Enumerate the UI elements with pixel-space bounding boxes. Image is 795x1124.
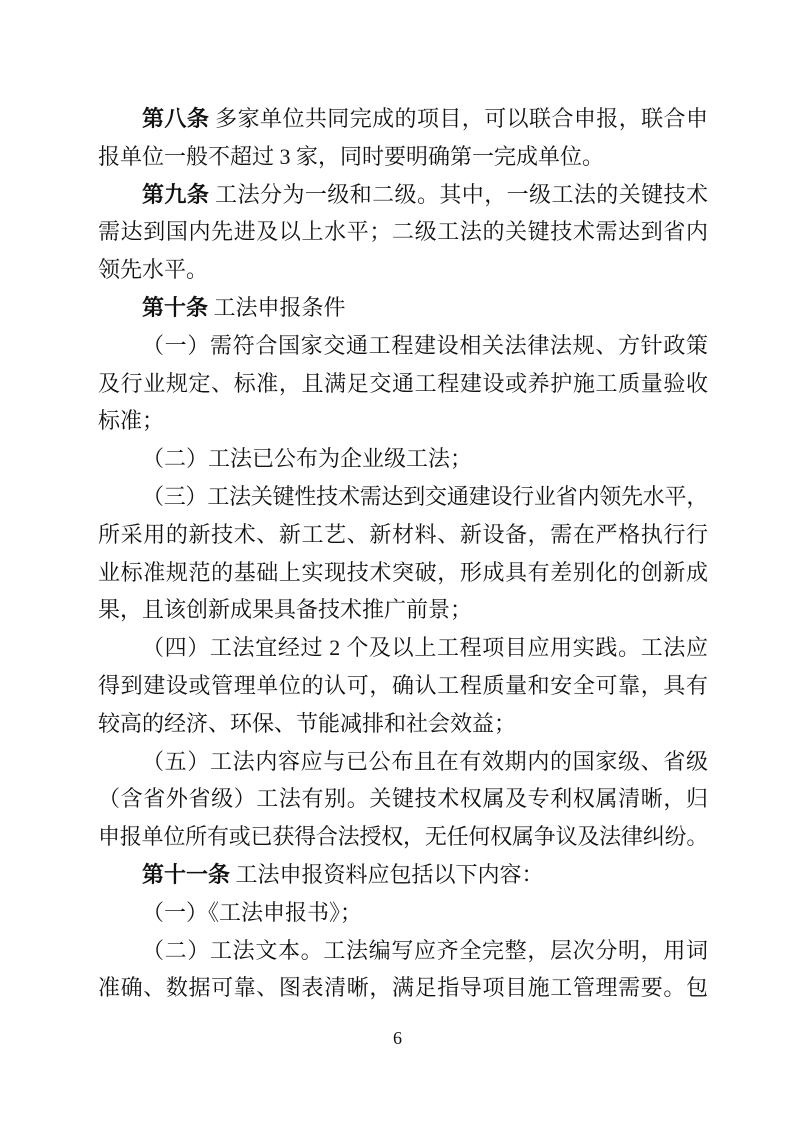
line-text: 所采用的新技术、新工艺、新材料、新设备，需在严格执行行	[98, 521, 708, 547]
article-number: 第十条	[142, 294, 209, 320]
text-line	[98, 969, 708, 1007]
document-body	[98, 100, 708, 1007]
text-line	[98, 176, 708, 214]
line-text: （一）《工法申报书》；	[142, 899, 363, 925]
text-line	[98, 516, 708, 554]
article-number: 第十一条	[142, 861, 231, 887]
text-line	[98, 138, 708, 176]
text-line	[98, 478, 708, 516]
line-text: （五）工法内容应与已公布且在有效期内的国家级、省级	[142, 748, 708, 774]
line-text: （三）工法关键性技术需达到交通建设行业省内领先水平，	[142, 483, 708, 509]
text-line	[98, 591, 708, 629]
text-line	[98, 780, 708, 818]
line-text: 工法申报资料应包括以下内容：	[230, 861, 544, 887]
line-text: 工法申报条件	[208, 294, 346, 320]
line-text: 申报单位所有或已获得合法授权，无任何权属争议及法律纠纷。	[98, 824, 708, 850]
line-text: 准确、数据可靠、图表清晰，满足指导项目施工管理需要。包	[98, 975, 708, 1001]
text-line	[98, 818, 708, 856]
text-line	[98, 629, 708, 667]
page-number: 6	[393, 1028, 402, 1048]
line-text: （二）工法文本。工法编写应齐全完整，层次分明，用词	[142, 937, 708, 963]
line-text: 多家单位共同完成的项目，可以联合申报，联合申	[209, 106, 708, 131]
text-line	[98, 440, 708, 478]
line-text: 报单位一般不超过 3 家，同时要明确第一完成单位。	[98, 143, 605, 169]
text-line	[98, 932, 708, 970]
text-line	[98, 402, 708, 440]
line-text: 得到建设或管理单位的认可，确认工程质量和安全可靠，具有	[98, 672, 708, 698]
line-text: 工法分为一级和二级。其中，一级工法的关键技术	[209, 181, 708, 207]
text-line	[98, 100, 708, 138]
line-text: 及行业规定、标准，且满足交通工程建设或养护施工质量验收	[98, 370, 708, 396]
text-line	[98, 705, 708, 743]
line-text: （四）工法宜经过 2 个及以上工程项目应用实践。工法应	[142, 635, 708, 661]
text-line	[98, 554, 708, 592]
line-text: 需达到国内先进及以上水平；二级工法的关键技术需达到省内	[98, 219, 708, 245]
article-number: 第九条	[142, 181, 210, 207]
line-text: 果，且该创新成果具备技术推广前景；	[98, 597, 473, 623]
line-text: 标准；	[98, 408, 165, 434]
line-text: （含省外省级）工法有别。关键技术权属及专利权属清晰，归	[98, 786, 708, 812]
text-line	[98, 667, 708, 705]
text-line	[98, 856, 708, 894]
text-line	[98, 743, 708, 781]
line-text: 较高的经济、环保、节能减排和社会效益；	[98, 710, 517, 736]
text-line	[98, 894, 708, 932]
text-line	[98, 213, 708, 251]
line-text: 领先水平。	[98, 257, 209, 283]
text-line	[98, 365, 708, 403]
text-line	[98, 289, 708, 327]
article-number: 第八条	[142, 106, 210, 131]
text-line	[98, 327, 708, 365]
line-text: （二）工法已公布为企业级工法；	[142, 446, 473, 472]
line-text: 业标准规范的基础上实现技术突破，形成具有差别化的创新成	[98, 559, 708, 585]
line-text: （一）需符合国家交通工程建设相关法律法规、方针政策	[142, 332, 708, 358]
text-line	[98, 251, 708, 289]
